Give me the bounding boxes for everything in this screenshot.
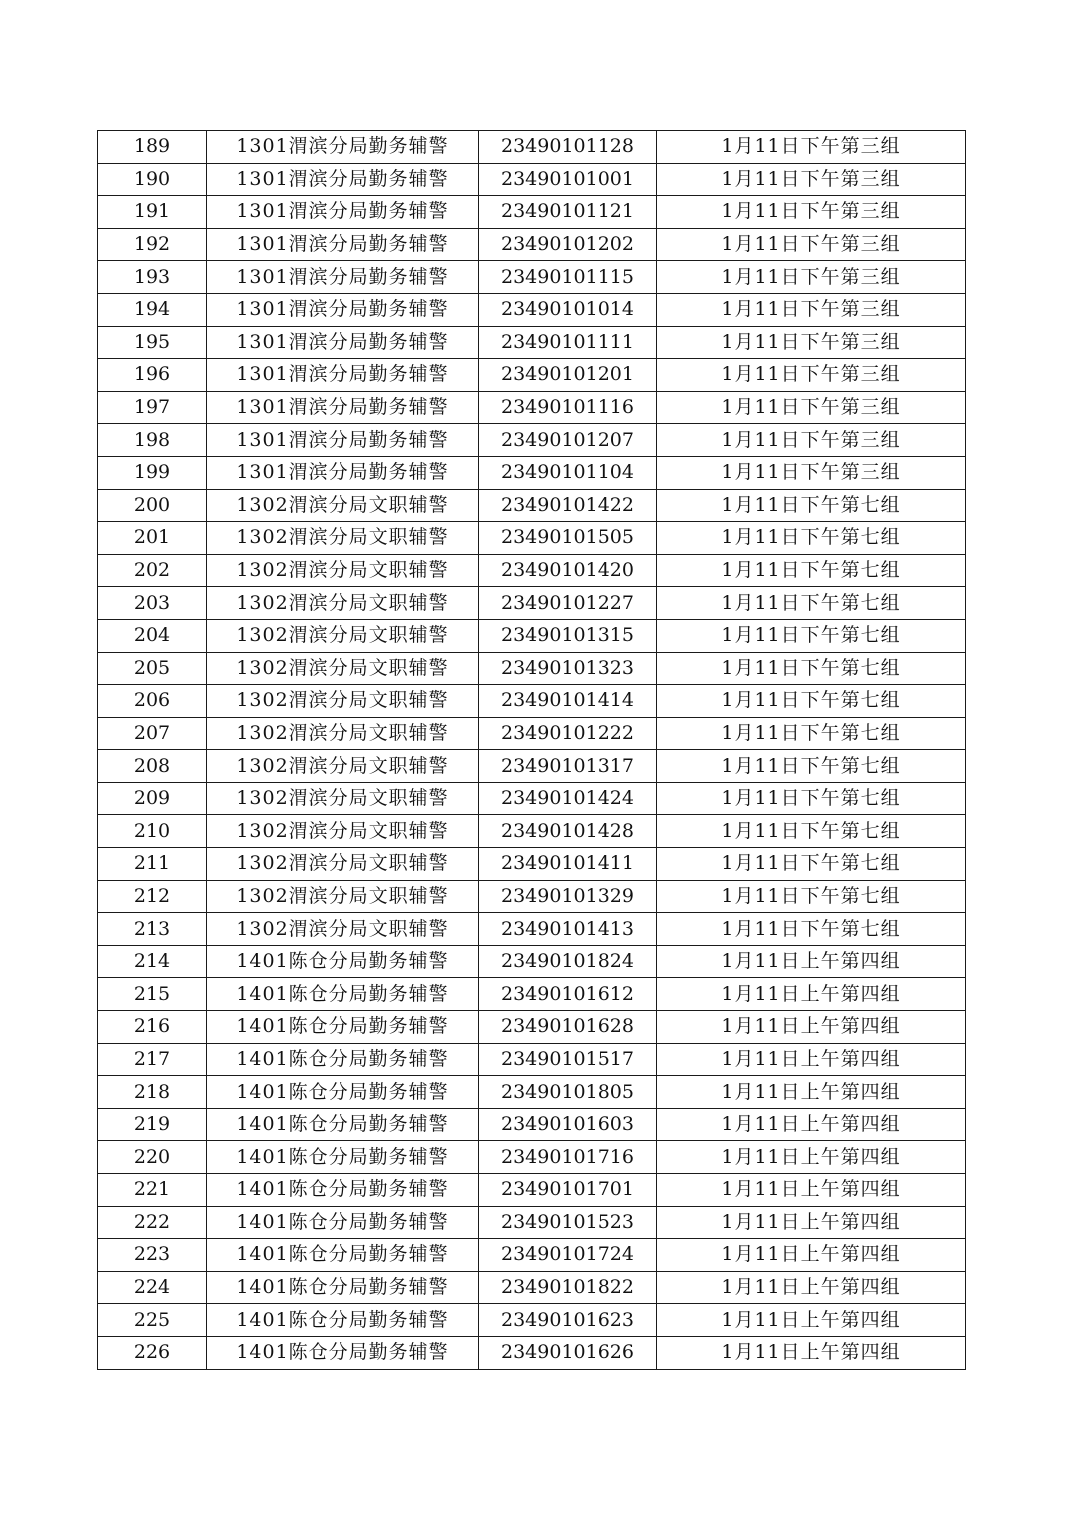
exam-number-cell: 23490101505	[479, 522, 657, 555]
session-cell: 1月11日下午第七组	[657, 685, 966, 718]
row-index-cell: 217	[98, 1043, 207, 1076]
exam-number-cell: 23490101329	[479, 880, 657, 913]
session-cell: 1月11日下午第三组	[657, 261, 966, 294]
table-row	[98, 1108, 966, 1141]
position-cell: 1301渭滨分局勤务辅警	[207, 359, 479, 392]
session-cell: 1月11日下午第三组	[657, 456, 966, 489]
row-index-cell: 202	[98, 554, 207, 587]
table-row	[98, 1076, 966, 1109]
exam-number-cell: 23490101222	[479, 717, 657, 750]
position-cell: 1301渭滨分局勤务辅警	[207, 293, 479, 326]
session-cell: 1月11日下午第七组	[657, 587, 966, 620]
position-cell: 1401陈仓分局勤务辅警	[207, 1141, 479, 1174]
session-cell: 1月11日上午第四组	[657, 1206, 966, 1239]
row-index-cell: 219	[98, 1108, 207, 1141]
row-index-cell: 208	[98, 750, 207, 783]
session-cell: 1月11日下午第三组	[657, 424, 966, 457]
position-cell: 1302渭滨分局文职辅警	[207, 554, 479, 587]
session-cell: 1月11日上午第四组	[657, 1076, 966, 1109]
session-cell: 1月11日下午第七组	[657, 652, 966, 685]
exam-number-cell: 23490101207	[479, 424, 657, 457]
row-index-cell: 211	[98, 848, 207, 881]
position-cell: 1301渭滨分局勤务辅警	[207, 456, 479, 489]
position-cell: 1302渭滨分局文职辅警	[207, 880, 479, 913]
position-cell: 1302渭滨分局文职辅警	[207, 489, 479, 522]
position-cell: 1301渭滨分局勤务辅警	[207, 261, 479, 294]
table-row	[98, 978, 966, 1011]
position-cell: 1401陈仓分局勤务辅警	[207, 1076, 479, 1109]
row-index-cell: 200	[98, 489, 207, 522]
exam-number-cell: 23490101227	[479, 587, 657, 620]
table-row	[98, 1304, 966, 1337]
table-row	[98, 1141, 966, 1174]
row-index-cell: 215	[98, 978, 207, 1011]
row-index-cell: 190	[98, 163, 207, 196]
session-cell: 1月11日上午第四组	[657, 1336, 966, 1369]
exam-number-cell: 23490101716	[479, 1141, 657, 1174]
session-cell: 1月11日下午第三组	[657, 196, 966, 229]
row-index-cell: 226	[98, 1336, 207, 1369]
position-cell: 1302渭滨分局文职辅警	[207, 522, 479, 555]
session-cell: 1月11日下午第七组	[657, 815, 966, 848]
position-cell: 1301渭滨分局勤务辅警	[207, 326, 479, 359]
exam-number-cell: 23490101424	[479, 782, 657, 815]
roster-table	[97, 130, 966, 1370]
exam-number-cell: 23490101724	[479, 1239, 657, 1272]
session-cell: 1月11日下午第三组	[657, 163, 966, 196]
row-index-cell: 207	[98, 717, 207, 750]
row-index-cell: 204	[98, 619, 207, 652]
row-index-cell: 221	[98, 1174, 207, 1207]
exam-number-cell: 23490101414	[479, 685, 657, 718]
table-row	[98, 717, 966, 750]
session-cell: 1月11日上午第四组	[657, 1239, 966, 1272]
table-row	[98, 652, 966, 685]
position-cell: 1401陈仓分局勤务辅警	[207, 945, 479, 978]
position-cell: 1401陈仓分局勤务辅警	[207, 978, 479, 1011]
session-cell: 1月11日上午第四组	[657, 1043, 966, 1076]
table-row	[98, 1336, 966, 1369]
exam-number-cell: 23490101323	[479, 652, 657, 685]
session-cell: 1月11日下午第七组	[657, 489, 966, 522]
position-cell: 1302渭滨分局文职辅警	[207, 913, 479, 946]
table-row	[98, 913, 966, 946]
table-row	[98, 685, 966, 718]
position-cell: 1401陈仓分局勤务辅警	[207, 1108, 479, 1141]
row-index-cell: 220	[98, 1141, 207, 1174]
session-cell: 1月11日下午第七组	[657, 750, 966, 783]
exam-number-cell: 23490101422	[479, 489, 657, 522]
position-cell: 1301渭滨分局勤务辅警	[207, 163, 479, 196]
session-cell: 1月11日下午第七组	[657, 619, 966, 652]
row-index-cell: 192	[98, 228, 207, 261]
row-index-cell: 199	[98, 456, 207, 489]
row-index-cell: 212	[98, 880, 207, 913]
row-index-cell: 222	[98, 1206, 207, 1239]
row-index-cell: 225	[98, 1304, 207, 1337]
position-cell: 1401陈仓分局勤务辅警	[207, 1043, 479, 1076]
exam-number-cell: 23490101411	[479, 848, 657, 881]
session-cell: 1月11日上午第四组	[657, 945, 966, 978]
position-cell: 1302渭滨分局文职辅警	[207, 717, 479, 750]
position-cell: 1302渭滨分局文职辅警	[207, 587, 479, 620]
row-index-cell: 224	[98, 1271, 207, 1304]
row-index-cell: 205	[98, 652, 207, 685]
exam-number-cell: 23490101014	[479, 293, 657, 326]
position-cell: 1301渭滨分局勤务辅警	[207, 131, 479, 164]
table-row	[98, 815, 966, 848]
row-index-cell: 214	[98, 945, 207, 978]
position-cell: 1301渭滨分局勤务辅警	[207, 196, 479, 229]
exam-number-cell: 23490101824	[479, 945, 657, 978]
table-row	[98, 424, 966, 457]
session-cell: 1月11日上午第四组	[657, 1174, 966, 1207]
position-cell: 1302渭滨分局文职辅警	[207, 652, 479, 685]
row-index-cell: 196	[98, 359, 207, 392]
session-cell: 1月11日上午第四组	[657, 1108, 966, 1141]
session-cell: 1月11日下午第七组	[657, 848, 966, 881]
row-index-cell: 213	[98, 913, 207, 946]
exam-number-cell: 23490101116	[479, 391, 657, 424]
table-row	[98, 261, 966, 294]
position-cell: 1302渭滨分局文职辅警	[207, 848, 479, 881]
table-row	[98, 522, 966, 555]
table-row	[98, 1043, 966, 1076]
table-row	[98, 848, 966, 881]
table-row	[98, 359, 966, 392]
table-row	[98, 228, 966, 261]
row-index-cell: 218	[98, 1076, 207, 1109]
position-cell: 1302渭滨分局文职辅警	[207, 815, 479, 848]
table-row	[98, 782, 966, 815]
row-index-cell: 209	[98, 782, 207, 815]
row-index-cell: 198	[98, 424, 207, 457]
exam-number-cell: 23490101612	[479, 978, 657, 1011]
session-cell: 1月11日下午第三组	[657, 228, 966, 261]
table-row	[98, 489, 966, 522]
table-row	[98, 456, 966, 489]
session-cell: 1月11日下午第三组	[657, 326, 966, 359]
table-row	[98, 1271, 966, 1304]
position-cell: 1401陈仓分局勤务辅警	[207, 1271, 479, 1304]
row-index-cell: 223	[98, 1239, 207, 1272]
table-row	[98, 196, 966, 229]
table-row	[98, 326, 966, 359]
session-cell: 1月11日下午第三组	[657, 131, 966, 164]
position-cell: 1302渭滨分局文职辅警	[207, 619, 479, 652]
row-index-cell: 210	[98, 815, 207, 848]
table-row	[98, 554, 966, 587]
exam-number-cell: 23490101822	[479, 1271, 657, 1304]
exam-number-cell: 23490101701	[479, 1174, 657, 1207]
table-row	[98, 619, 966, 652]
session-cell: 1月11日下午第三组	[657, 391, 966, 424]
session-cell: 1月11日下午第七组	[657, 717, 966, 750]
exam-number-cell: 23490101128	[479, 131, 657, 164]
table-row	[98, 750, 966, 783]
session-cell: 1月11日上午第四组	[657, 1011, 966, 1044]
position-cell: 1301渭滨分局勤务辅警	[207, 424, 479, 457]
exam-number-cell: 23490101104	[479, 456, 657, 489]
table-row	[98, 1011, 966, 1044]
row-index-cell: 193	[98, 261, 207, 294]
row-index-cell: 203	[98, 587, 207, 620]
exam-number-cell: 23490101603	[479, 1108, 657, 1141]
session-cell: 1月11日上午第四组	[657, 1141, 966, 1174]
table-row	[98, 945, 966, 978]
table-row	[98, 1206, 966, 1239]
exam-number-cell: 23490101202	[479, 228, 657, 261]
exam-number-cell: 23490101623	[479, 1304, 657, 1337]
table-row	[98, 1239, 966, 1272]
exam-number-cell: 23490101420	[479, 554, 657, 587]
row-index-cell: 206	[98, 685, 207, 718]
session-cell: 1月11日下午第七组	[657, 522, 966, 555]
row-index-cell: 191	[98, 196, 207, 229]
position-cell: 1302渭滨分局文职辅警	[207, 685, 479, 718]
exam-number-cell: 23490101805	[479, 1076, 657, 1109]
session-cell: 1月11日下午第七组	[657, 554, 966, 587]
exam-number-cell: 23490101001	[479, 163, 657, 196]
roster-table-body	[98, 131, 966, 1370]
exam-number-cell: 23490101121	[479, 196, 657, 229]
exam-number-cell: 23490101111	[479, 326, 657, 359]
exam-number-cell: 23490101115	[479, 261, 657, 294]
exam-number-cell: 23490101517	[479, 1043, 657, 1076]
position-cell: 1301渭滨分局勤务辅警	[207, 228, 479, 261]
position-cell: 1401陈仓分局勤务辅警	[207, 1206, 479, 1239]
session-cell: 1月11日上午第四组	[657, 1304, 966, 1337]
row-index-cell: 194	[98, 293, 207, 326]
table-row	[98, 293, 966, 326]
table-row	[98, 587, 966, 620]
table-row	[98, 391, 966, 424]
table-row	[98, 1174, 966, 1207]
row-index-cell: 189	[98, 131, 207, 164]
session-cell: 1月11日上午第四组	[657, 1271, 966, 1304]
session-cell: 1月11日下午第三组	[657, 359, 966, 392]
row-index-cell: 197	[98, 391, 207, 424]
session-cell: 1月11日下午第七组	[657, 880, 966, 913]
exam-number-cell: 23490101428	[479, 815, 657, 848]
row-index-cell: 201	[98, 522, 207, 555]
exam-number-cell: 23490101201	[479, 359, 657, 392]
exam-number-cell: 23490101315	[479, 619, 657, 652]
position-cell: 1401陈仓分局勤务辅警	[207, 1336, 479, 1369]
position-cell: 1401陈仓分局勤务辅警	[207, 1304, 479, 1337]
position-cell: 1401陈仓分局勤务辅警	[207, 1239, 479, 1272]
session-cell: 1月11日下午第七组	[657, 782, 966, 815]
position-cell: 1302渭滨分局文职辅警	[207, 750, 479, 783]
exam-number-cell: 23490101626	[479, 1336, 657, 1369]
table-row	[98, 131, 966, 164]
session-cell: 1月11日下午第七组	[657, 913, 966, 946]
exam-number-cell: 23490101628	[479, 1011, 657, 1044]
exam-number-cell: 23490101523	[479, 1206, 657, 1239]
row-index-cell: 216	[98, 1011, 207, 1044]
position-cell: 1401陈仓分局勤务辅警	[207, 1011, 479, 1044]
position-cell: 1301渭滨分局勤务辅警	[207, 391, 479, 424]
exam-number-cell: 23490101413	[479, 913, 657, 946]
session-cell: 1月11日上午第四组	[657, 978, 966, 1011]
exam-number-cell: 23490101317	[479, 750, 657, 783]
position-cell: 1401陈仓分局勤务辅警	[207, 1174, 479, 1207]
position-cell: 1302渭滨分局文职辅警	[207, 782, 479, 815]
session-cell: 1月11日下午第三组	[657, 293, 966, 326]
row-index-cell: 195	[98, 326, 207, 359]
table-row	[98, 880, 966, 913]
table-row	[98, 163, 966, 196]
